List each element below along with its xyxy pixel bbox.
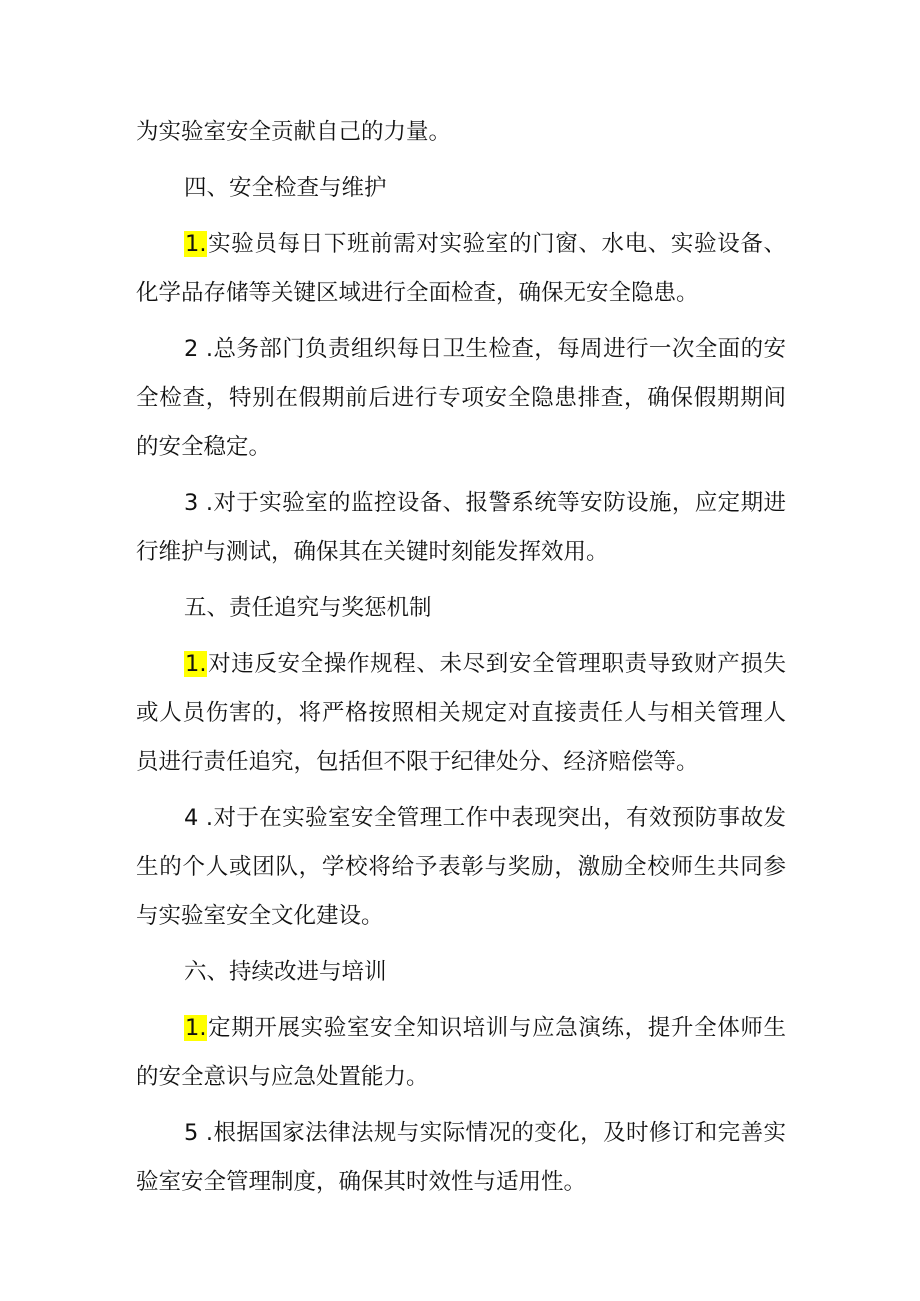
- section-heading-5: 五、责任追究与奖惩机制: [184, 595, 432, 621]
- list-item: 5 .根据国家法律法规与实际情况的变化，及时修订和完善实验室安全管理制度，确保其时效性与适用性。: [136, 1120, 786, 1195]
- list-item: 1.对违反安全操作规程、未尽到安全管理职责导致财产损失或人员伤害的，将严格按照相关规定对直接责任人与相关管理人员进行责任追究，包括但不限于纪律处分、经济赔偿等。: [136, 651, 786, 775]
- section-heading-6: 六、持续改进与培训: [184, 959, 387, 985]
- item-number: 2 .: [184, 336, 214, 362]
- highlighted-number: 1.: [185, 231, 207, 257]
- highlighted-number: 1.: [185, 651, 207, 677]
- highlighted-number: 1.: [185, 1015, 207, 1041]
- section-heading-4: 四、安全检查与维护: [184, 175, 387, 201]
- list-item: 4 .对于在实验室安全管理工作中表现突出，有效预防事故发生的个人或团队，学校将给予表彰与奖励，激励全校师生共同参与实验室安全文化建设。: [136, 805, 786, 929]
- list-item: 1.实验员每日下班前需对实验室的门窗、水电、实验设备、化学品存储等关键区域进行全面检查，确保无安全隐患。: [136, 231, 786, 306]
- paragraph-continuation: 为实验室安全贡献自己的力量。: [136, 119, 452, 145]
- item-number: 3 .: [184, 490, 214, 516]
- list-item: 3 .对于实验室的监控设备、报警系统等安防设施，应定期进行维护与测试，确保其在关键时刻能发挥效用。: [136, 490, 786, 565]
- list-item: 2 .总务部门负责组织每日卫生检查，每周进行一次全面的安全检查，特别在假期前后进行专项安全隐患排查，确保假期期间的安全稳定。: [136, 336, 786, 460]
- list-item: 1.定期开展实验室安全知识培训与应急演练，提升全体师生的安全意识与应急处置能力。: [136, 1015, 786, 1090]
- document-page: [136, 108, 786, 1207]
- item-number: 5 .: [184, 1120, 214, 1146]
- item-number: 4 .: [184, 805, 214, 831]
